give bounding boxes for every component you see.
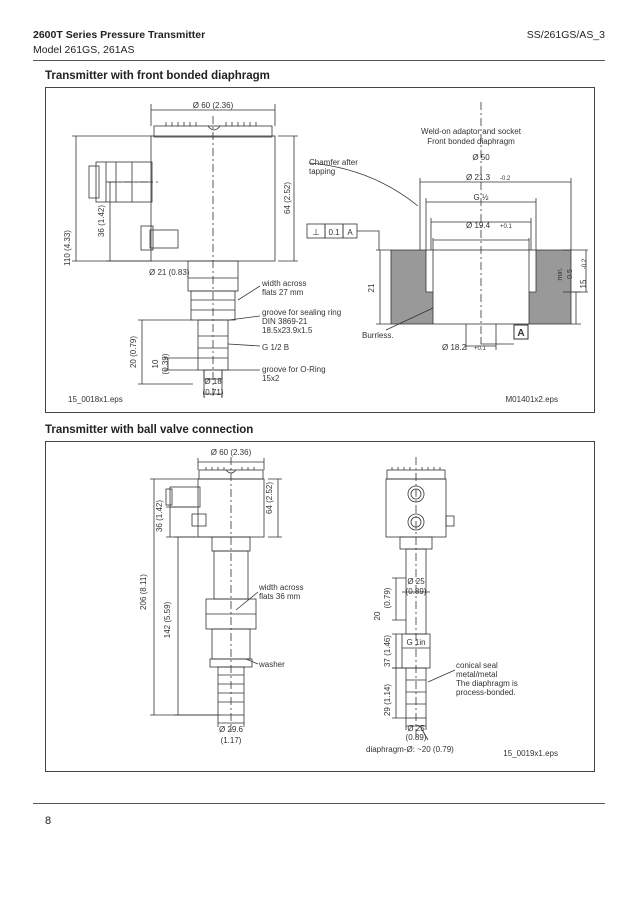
note-flats36-line1: width across [259, 583, 304, 592]
drawing-ball-valve [46, 442, 594, 771]
dim-h20: 20 (0.79) [129, 335, 138, 369]
tolerance-value: 0.1 [328, 228, 340, 237]
dim-d25-upper-inch: (0.89) [405, 587, 427, 596]
dim-h10-inch: (0.39) [161, 353, 170, 375]
note-groove-line3: 18.5x23.9x1.5 [262, 326, 313, 335]
dim-h21: 21 [367, 283, 376, 293]
dim-d213-tol: -0.2 [500, 176, 511, 182]
dim-d18-inch: (0.71) [202, 388, 224, 397]
dim-g12: G ½ [473, 193, 489, 202]
datum-box-label: A [517, 328, 525, 339]
dim-d50: Ø 50 [472, 153, 490, 162]
document-model: Model 261GS, 261AS [33, 44, 135, 56]
dim-d25-lower: Ø 25 [407, 724, 425, 733]
dim-min-label: min. [557, 267, 564, 281]
file-label-ball: 15_0019x1.eps [503, 749, 558, 758]
dim-d60-ball: Ø 60 (2.36) [210, 448, 252, 457]
dim-d194: Ø 19.4 [466, 221, 491, 230]
perpendicularity-symbol: ⊥ [312, 227, 320, 237]
note-oring-line2: 15x2 [262, 374, 280, 383]
dim-d60: Ø 60 (2.36) [192, 101, 234, 110]
note-flats-line2: flats 27 mm [262, 288, 304, 297]
note-chamfer-line2: tapping [309, 167, 336, 176]
section-title-front-bonded: Transmitter with front bonded diaphragm [45, 70, 270, 82]
dim-h142: 142 (5.59) [163, 601, 172, 639]
dim-d25-lower-inch: (0.89) [405, 733, 427, 742]
note-washer: washer [259, 660, 285, 669]
note-flats36-line2: flats 36 mm [259, 592, 301, 601]
note-chamfer-line1: Chamfer after [309, 158, 358, 167]
note-diaphragm-diameter: diaphragm-Ø: ~20 (0.79) [366, 745, 454, 754]
dim-h64-ball: 64 (2.52) [265, 481, 274, 515]
dim-h64: 64 (2.52) [283, 181, 292, 215]
document-title: 2600T Series Pressure Transmitter [33, 29, 206, 41]
dim-h15-tol: -0.2 [582, 258, 588, 270]
drawing-front-bonded [46, 88, 594, 412]
page-number: 8 [45, 815, 52, 827]
note-seal-line2: metal/metal [456, 670, 498, 679]
note-burrless: Burrless. [362, 331, 394, 340]
dim-h29: 29 (1.14) [383, 683, 392, 717]
dim-d25-upper: Ø 25 [407, 577, 425, 586]
dim-h36: 36 (1.42) [97, 204, 106, 238]
dim-d194-tol: +0.1 [500, 224, 512, 230]
dim-h36-ball: 36 (1.42) [155, 499, 164, 533]
note-flats-line1: width across [262, 279, 307, 288]
adaptor-title-line1: Weld-on adaptor and socket [421, 127, 521, 136]
header-divider [33, 60, 605, 61]
figure-front-bonded [45, 87, 595, 413]
dim-h10: 10 [151, 359, 160, 369]
file-label-left: 15_0018x1.eps [68, 395, 123, 404]
note-seal-line1: conical seal [456, 661, 498, 670]
dim-d182-tol: +0.1 [474, 346, 486, 352]
figure-ball-valve [45, 441, 595, 772]
dim-h37: 37 (1.46) [383, 634, 392, 668]
note-groove-line2: DIN 3869-21 [262, 317, 308, 326]
note-thread: G 1/2 B [262, 343, 290, 352]
file-label-right: M01401x2.eps [505, 395, 558, 404]
dim-d296: Ø 29.6 [218, 725, 244, 734]
dim-d182: Ø 18.2 [442, 343, 467, 352]
dim-h20-ball: 20 [373, 611, 382, 621]
dim-h15: 15 [579, 279, 588, 289]
dim-min-value: 0.5 [567, 269, 574, 279]
dim-h206: 206 (8.11) [139, 574, 148, 610]
note-seal-line4: process-bonded. [456, 688, 516, 697]
dim-h20-ball-inch: (0.79) [383, 587, 392, 609]
note-seal-line3: The diaphragm is [456, 679, 518, 688]
document-code: SS/261GS/AS_3 [526, 29, 605, 41]
dim-d21: Ø 21 (0.83) [149, 268, 190, 277]
note-groove-line1: groove for sealing ring [262, 308, 342, 317]
note-oring-line1: groove for O-Ring [262, 365, 326, 374]
section-title-ball-valve: Transmitter with ball valve connection [45, 424, 254, 436]
footer-divider [33, 803, 605, 804]
dim-d296-inch: (1.17) [220, 736, 242, 745]
adaptor-title-line2: Front bonded diaphragm [427, 137, 515, 146]
dim-g1: G 1in [406, 638, 426, 647]
dim-h110: 110 (4.33) [63, 230, 72, 266]
dim-d18: Ø 18 [204, 377, 222, 386]
dim-d213: Ø 21.3 [466, 173, 491, 182]
datum-reference: A [347, 228, 353, 237]
